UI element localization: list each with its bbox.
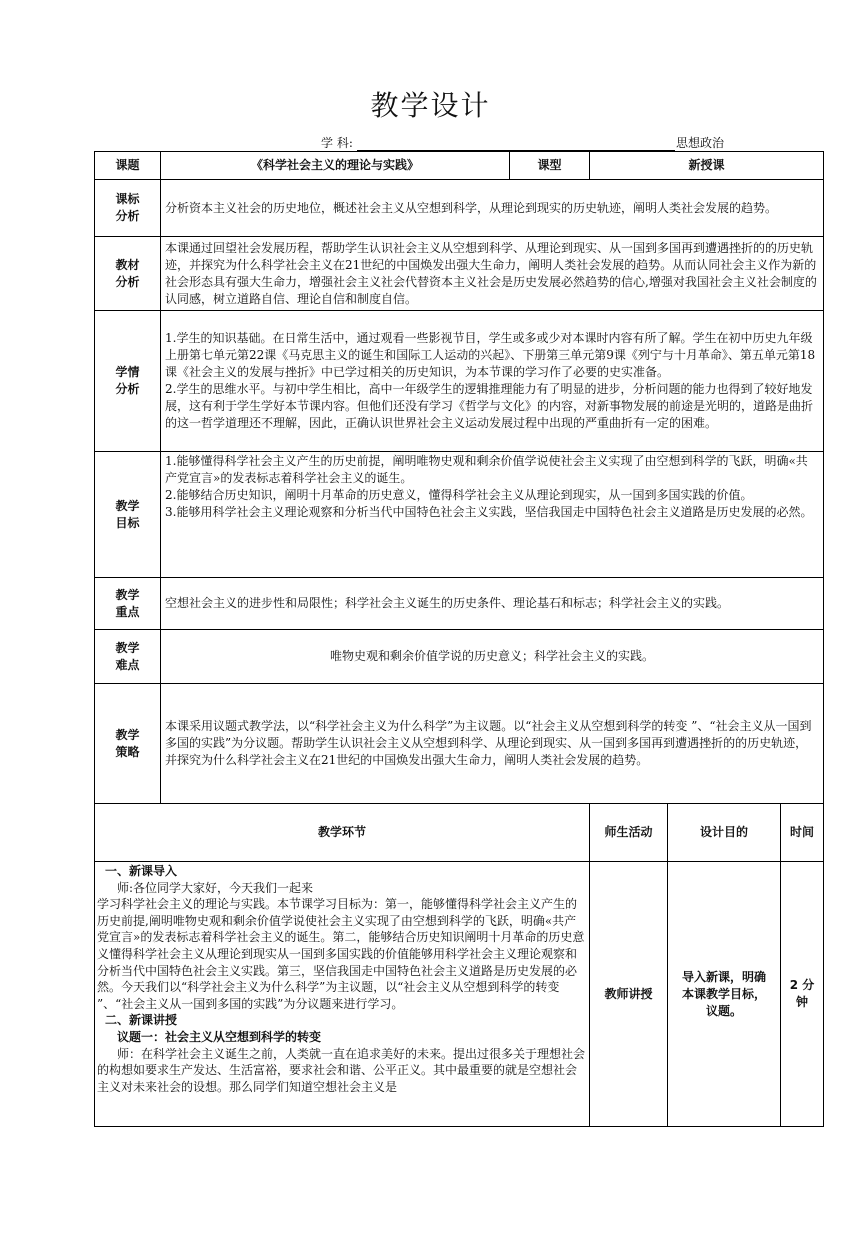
paragraph: 学习科学社会主义的理论与实践。本节课学习目标为：第一，能够懂得科学社会主义产生的历史前提,阐明唯物史观和剩余价值学说使社会主义实现了由空想到科学的飞跃，明确«共产党宣言»的发表标志着科学社会主义的诞生。第二，能够结合历史知识阐明十月革命的历史意义懂得科学社会主义从理论到现实从一国到多国实践的价值能够用科学社会主义理论观察和分析当代中国特色社会主义实践。第三，坚信我国走中国特色社会主义道路是历史发展的必然。今天我们以“科学社会主义为什么科学”为主议题，以“社会主义从空想到科学的转变 ”、“社会主义从一国到多国的实践”为分议题来进行学习。 (97, 897, 585, 1011)
process-header-row (95, 804, 824, 862)
row-students (95, 311, 824, 452)
paragraph: 1.学生的知识基础。在日常生活中，通过观看一些影视节目，学生或多或少对本课时内容有所了解。学生在初中历史九年级上册第七单元第22课《马克思主义的诞生和国际工人运动的兴起》、下册第三单元第9课《列宁与十月革命》、第五单元第18课《社会主义的发展与挫折》中已学过相关的历史知识，为本节课的学习作了必要的史实准备。 (165, 331, 816, 379)
topic-label: 课题 (95, 152, 161, 180)
process-content (95, 862, 590, 1127)
purpose-cell: 导入新课，明确本课教学目标，议题。 (668, 862, 781, 1127)
row-key-points (95, 578, 824, 630)
row-objectives (95, 452, 824, 578)
header-teaching-step: 教学环节 (95, 804, 590, 862)
paragraph: 1.能够懂得科学社会主义产生的历史前提，阐明唯物史观和剩余价值学说使社会主义实现了由空想到科学的飞跃，明确«共产党宣言»的发表标志着科学社会主义的诞生。 (165, 454, 808, 485)
paragraph: 3.能够用科学社会主义理论观察和分析当代中国特色社会主义实践，坚信我国走中国特色社会主义道路是历史发展的必然。 (165, 505, 813, 519)
paragraph: 师：在科学社会主义诞生之前，人类就一直在追求美好的未来。提出过很多关于理想社会的构想如要求生产发达、生活富裕，要求社会和谐、公平正义。其中最重要的就是空想社会主义对未来社会的设想。那么同学们知道空想社会主义是 (97, 1046, 586, 1094)
row-text: 空想社会主义的进步性和局限性；科学社会主义诞生的历史条件、理论基石和标志；科学社会主义的实践。 (161, 578, 824, 630)
section-heading: 二、新课讲授 (105, 1013, 178, 1028)
row-text: 分析资本主义社会的历史地位，概述社会主义从空想到科学，从理论到现实的历史轨迹，阐明人类社会发展的趋势。 (161, 180, 824, 237)
type-label: 课型 (510, 152, 590, 180)
row-label: 教学 重点 (95, 578, 161, 630)
subject-value: 思想政治 (676, 136, 725, 150)
document-title: 教学设计 (370, 89, 491, 122)
topic-row (95, 152, 824, 180)
time-cell: 2 分钟 (781, 862, 824, 1127)
row-text (161, 311, 824, 452)
header-time: 时间 (781, 804, 824, 862)
teacher-line: 师:各位同学大家好，今天我们一起来 (117, 880, 314, 895)
lesson-plan-table (94, 151, 824, 1127)
row-text: 本课通过回望社会发展历程，帮助学生认识社会主义从空想到科学、从理论到现实、从一国到多国再到遭遇挫折的的历史轨迹，并探究为什么科学社会主义在21世纪的中国焕发出强大生命力，阐明人类社会发展的趋势。从而认同社会主义作为新的社会形态具有强大生命力，增强社会主义社会代替资本主义社会是历史发展必然趋势的信心,增强对我国社会主义社会制度的认同感，树立道路自信、理论自信和制度自信。 (161, 237, 824, 311)
topic-title: 《科学社会主义的理论与实践》 (161, 152, 510, 180)
row-difficulties (95, 630, 824, 684)
type-value: 新授课 (590, 152, 824, 180)
paragraph: 2.学生的思维水平。与初中学生相比，高中一年级学生的逻辑推理能力有了明显的进步，分析问题的能力也得到了较好地发展，这有利于学生学好本节课内容。但他们还没有学习《哲学与文化》的内容，对新事物发展的前途是光明的，道路是曲折的这一哲学道理还不理解，因此，正确认识世界社会主义运动发展过程中出现的严重曲折有一定的困难。 (165, 382, 814, 430)
subject-field (321, 134, 675, 151)
row-label: 教材 分析 (95, 237, 161, 311)
row-label: 教学 难点 (95, 630, 161, 684)
row-label: 教学 目标 (95, 452, 161, 578)
row-strategy (95, 684, 824, 804)
row-text (161, 452, 824, 578)
row-text: 本课采用议题式教学法，以“科学社会主义为什么科学”为主议题。以“社会主义从空想到科学的转变 ”、“社会主义从一国到多国的实践”为分议题。帮助学生认识社会主义从空想到科学、从理论到现实、从一国到多国再到遭遇挫折的的历史轨迹，并探究为什么科学社会主义在21世纪的中国焕发出强大生命力，阐明人类社会发展的趋势。 (161, 684, 824, 804)
header-purpose: 设计目的 (668, 804, 781, 862)
row-textbook (95, 237, 824, 311)
header-activity: 师生活动 (590, 804, 668, 862)
row-label: 学情 分析 (95, 311, 161, 452)
section-heading: 一、新课导入 (105, 864, 178, 878)
subject-underline (357, 136, 675, 151)
subject-label: 学 科: (321, 136, 353, 150)
process-row-1 (95, 862, 824, 1127)
row-text: 唯物史观和剩余价值学说的历史意义；科学社会主义的实践。 (161, 630, 824, 684)
paragraph: 2.能够结合历史知识，阐明十月革命的历史意义，懂得科学社会主义从理论到现实，从一国到多国实践的价值。 (165, 488, 753, 502)
row-label: 教学 策略 (95, 684, 161, 804)
topic-heading: 议题一：社会主义从空想到科学的转变 (117, 1029, 322, 1044)
row-label: 课标 分析 (95, 180, 161, 237)
row-curriculum (95, 180, 824, 237)
activity-cell: 教师讲授 (590, 862, 668, 1127)
